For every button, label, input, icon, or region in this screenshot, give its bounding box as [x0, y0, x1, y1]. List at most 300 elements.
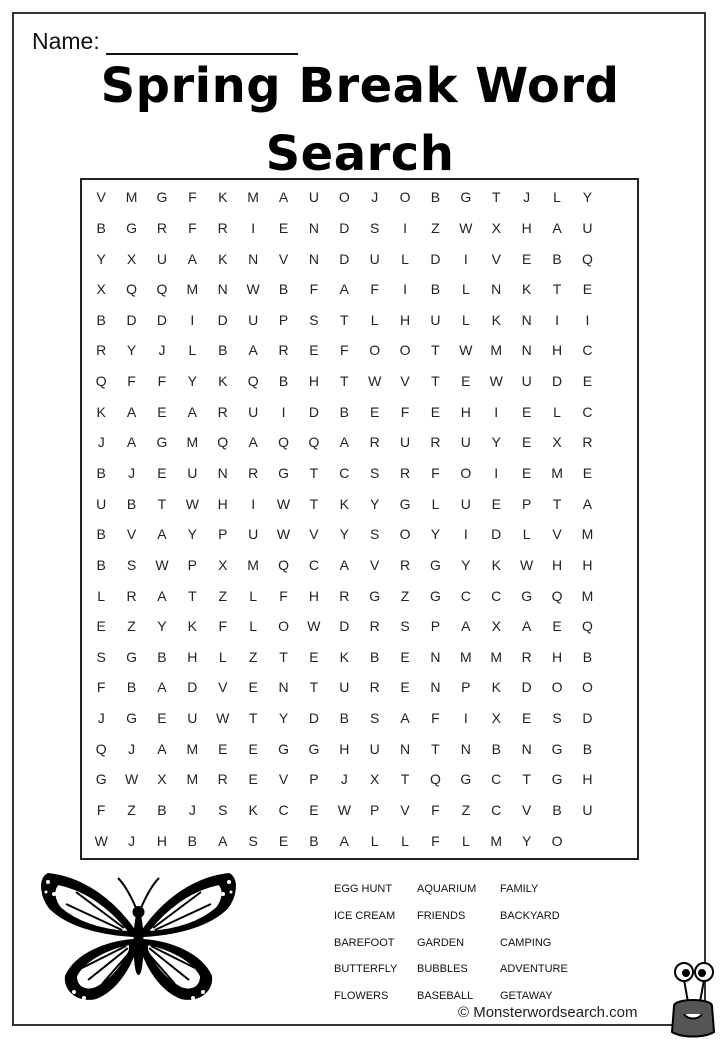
- grid-letter[interactable]: N: [217, 281, 228, 298]
- grid-letter[interactable]: B: [430, 189, 441, 206]
- grid-letter[interactable]: S: [370, 526, 380, 543]
- grid-letter[interactable]: Q: [95, 740, 107, 757]
- grid-letter[interactable]: X: [126, 250, 137, 267]
- grid-letter[interactable]: R: [217, 219, 228, 236]
- grid-letter[interactable]: E: [521, 434, 532, 451]
- grid-letter[interactable]: Y: [157, 618, 167, 635]
- grid-letter[interactable]: [603, 703, 633, 734]
- grid-letter[interactable]: R: [400, 556, 411, 573]
- grid-letter[interactable]: T: [400, 771, 410, 788]
- grid-letter[interactable]: G: [156, 189, 168, 206]
- grid-letter[interactable]: S: [218, 802, 228, 819]
- grid-letter[interactable]: O: [369, 342, 381, 359]
- grid-letter[interactable]: F: [96, 679, 106, 696]
- grid-letter[interactable]: L: [461, 311, 470, 328]
- grid-letter[interactable]: S: [248, 832, 258, 849]
- grid-letter[interactable]: V: [400, 373, 410, 390]
- grid-letter[interactable]: E: [400, 679, 410, 696]
- grid-letter[interactable]: F: [431, 710, 440, 727]
- grid-letter[interactable]: A: [218, 832, 228, 849]
- grid-letter[interactable]: E: [278, 832, 289, 849]
- grid-letter[interactable]: P: [521, 495, 532, 512]
- grid-letter[interactable]: Y: [521, 832, 532, 849]
- grid-letter[interactable]: [603, 825, 633, 856]
- grid-letter[interactable]: L: [553, 403, 561, 420]
- grid-letter[interactable]: K: [339, 648, 349, 665]
- grid-letter[interactable]: G: [278, 740, 289, 757]
- grid-letter[interactable]: B: [582, 648, 593, 665]
- grid-letter[interactable]: W: [185, 495, 199, 512]
- grid-letter[interactable]: D: [551, 373, 563, 390]
- grid-letter[interactable]: D: [521, 679, 532, 696]
- grid-letter[interactable]: B: [339, 710, 349, 727]
- grid-letter[interactable]: B: [187, 832, 198, 849]
- grid-letter[interactable]: K: [218, 189, 228, 206]
- grid-letter[interactable]: Q: [278, 556, 289, 573]
- grid-letter[interactable]: [572, 825, 602, 856]
- grid-letter[interactable]: C: [339, 465, 350, 482]
- grid-letter[interactable]: V: [218, 679, 228, 696]
- grid-letter[interactable]: S: [126, 556, 137, 573]
- grid-letter[interactable]: V: [491, 250, 501, 267]
- grid-letter[interactable]: E: [248, 740, 258, 757]
- grid-letter[interactable]: D: [217, 311, 228, 328]
- grid-letter[interactable]: Z: [248, 648, 258, 665]
- grid-letter[interactable]: U: [400, 434, 411, 451]
- grid-letter[interactable]: D: [582, 710, 593, 727]
- grid-letter[interactable]: D: [491, 526, 502, 543]
- grid-letter[interactable]: G: [551, 771, 563, 788]
- grid-letter[interactable]: Q: [126, 281, 138, 298]
- grid-letter[interactable]: U: [369, 740, 380, 757]
- grid-letter[interactable]: T: [431, 373, 440, 390]
- grid-letter[interactable]: T: [309, 465, 319, 482]
- grid-letter[interactable]: E: [461, 373, 471, 390]
- grid-letter[interactable]: A: [126, 403, 137, 420]
- grid-letter[interactable]: N: [491, 281, 502, 298]
- grid-letter[interactable]: X: [491, 219, 501, 236]
- grid-letter[interactable]: V: [552, 526, 562, 543]
- grid-letter[interactable]: M: [551, 465, 563, 482]
- grid-letter[interactable]: Y: [187, 526, 198, 543]
- grid-letter[interactable]: W: [337, 802, 351, 819]
- grid-letter[interactable]: E: [400, 648, 410, 665]
- grid-letter[interactable]: F: [279, 587, 288, 604]
- grid-letter[interactable]: O: [551, 832, 563, 849]
- grid-letter[interactable]: K: [248, 802, 258, 819]
- grid-letter[interactable]: Q: [217, 434, 229, 451]
- grid-letter[interactable]: D: [156, 311, 168, 328]
- grid-letter[interactable]: L: [218, 648, 227, 665]
- grid-letter[interactable]: U: [430, 311, 441, 328]
- grid-letter[interactable]: J: [158, 342, 166, 359]
- grid-letter[interactable]: W: [216, 710, 230, 727]
- grid-letter[interactable]: [603, 795, 633, 826]
- grid-letter[interactable]: L: [461, 281, 470, 298]
- grid-letter[interactable]: J: [371, 189, 379, 206]
- grid-letter[interactable]: [603, 519, 633, 550]
- grid-letter[interactable]: U: [187, 710, 198, 727]
- grid-letter[interactable]: F: [188, 219, 197, 236]
- grid-letter[interactable]: E: [582, 465, 593, 482]
- grid-letter[interactable]: E: [552, 618, 562, 635]
- grid-letter[interactable]: [603, 427, 633, 458]
- grid-letter[interactable]: Z: [127, 618, 136, 635]
- grid-letter[interactable]: Y: [126, 342, 137, 359]
- grid-letter[interactable]: [603, 550, 633, 581]
- grid-letter[interactable]: W: [489, 373, 503, 390]
- grid-letter[interactable]: G: [126, 710, 138, 727]
- grid-letter[interactable]: E: [157, 465, 167, 482]
- grid-letter[interactable]: [603, 611, 633, 642]
- grid-letter[interactable]: A: [339, 832, 349, 849]
- grid-letter[interactable]: G: [95, 771, 107, 788]
- grid-letter[interactable]: G: [126, 648, 138, 665]
- grid-letter[interactable]: Q: [95, 373, 107, 390]
- grid-letter[interactable]: U: [369, 250, 380, 267]
- grid-letter[interactable]: M: [460, 648, 472, 665]
- grid-letter[interactable]: X: [370, 771, 380, 788]
- grid-letter[interactable]: S: [370, 710, 380, 727]
- grid-letter[interactable]: E: [582, 373, 593, 390]
- grid-letter[interactable]: U: [248, 403, 259, 420]
- grid-letter[interactable]: H: [187, 648, 198, 665]
- grid-letter[interactable]: G: [460, 189, 472, 206]
- grid-letter[interactable]: W: [276, 526, 291, 543]
- grid-letter[interactable]: B: [339, 403, 349, 420]
- grid-letter[interactable]: F: [431, 802, 440, 819]
- grid-letter[interactable]: R: [217, 771, 228, 788]
- grid-letter[interactable]: J: [128, 740, 136, 757]
- grid-letter[interactable]: N: [460, 740, 471, 757]
- grid-letter[interactable]: C: [582, 342, 593, 359]
- grid-letter[interactable]: A: [157, 587, 167, 604]
- grid-letter[interactable]: B: [552, 802, 562, 819]
- grid-letter[interactable]: W: [276, 495, 291, 512]
- grid-letter[interactable]: V: [400, 802, 410, 819]
- grid-letter[interactable]: O: [399, 526, 411, 543]
- grid-letter[interactable]: G: [521, 587, 533, 604]
- grid-letter[interactable]: V: [521, 802, 532, 819]
- grid-letter[interactable]: T: [431, 740, 440, 757]
- grid-letter[interactable]: I: [494, 403, 499, 420]
- grid-letter[interactable]: H: [156, 832, 168, 849]
- grid-letter[interactable]: R: [521, 648, 532, 665]
- grid-letter[interactable]: D: [339, 219, 350, 236]
- grid-letter[interactable]: A: [339, 281, 349, 298]
- grid-letter[interactable]: K: [218, 250, 228, 267]
- grid-letter[interactable]: U: [308, 189, 319, 206]
- grid-letter[interactable]: N: [278, 679, 289, 696]
- grid-letter[interactable]: B: [278, 281, 289, 298]
- grid-letter[interactable]: Z: [218, 587, 228, 604]
- grid-letter[interactable]: Y: [339, 526, 349, 543]
- grid-letter[interactable]: A: [126, 434, 137, 451]
- grid-letter[interactable]: S: [309, 311, 319, 328]
- grid-letter[interactable]: F: [400, 403, 410, 420]
- grid-letter[interactable]: J: [128, 832, 136, 849]
- grid-letter[interactable]: E: [370, 403, 380, 420]
- grid-letter[interactable]: E: [309, 802, 319, 819]
- grid-letter[interactable]: Q: [581, 250, 593, 267]
- grid-letter[interactable]: Y: [370, 495, 380, 512]
- grid-letter[interactable]: U: [96, 495, 107, 512]
- grid-letter[interactable]: E: [521, 465, 532, 482]
- grid-letter[interactable]: G: [278, 465, 289, 482]
- grid-letter[interactable]: Z: [431, 219, 440, 236]
- grid-letter[interactable]: R: [339, 587, 350, 604]
- grid-letter[interactable]: Y: [96, 250, 106, 267]
- grid-letter[interactable]: W: [246, 281, 260, 298]
- grid-letter[interactable]: A: [521, 618, 532, 635]
- grid-letter[interactable]: B: [96, 556, 106, 573]
- grid-letter[interactable]: X: [491, 618, 501, 635]
- grid-letter[interactable]: X: [491, 710, 501, 727]
- grid-letter[interactable]: T: [552, 495, 562, 512]
- grid-letter[interactable]: [603, 488, 633, 519]
- grid-letter[interactable]: J: [97, 434, 105, 451]
- grid-letter[interactable]: T: [157, 495, 167, 512]
- grid-letter[interactable]: N: [217, 465, 228, 482]
- grid-letter[interactable]: Q: [247, 373, 259, 390]
- grid-letter[interactable]: V: [370, 556, 380, 573]
- grid-letter[interactable]: T: [552, 281, 562, 298]
- grid-letter[interactable]: [603, 672, 633, 703]
- grid-letter[interactable]: M: [247, 189, 259, 206]
- grid-letter[interactable]: L: [553, 189, 561, 206]
- grid-letter[interactable]: U: [460, 495, 471, 512]
- grid-letter[interactable]: O: [551, 679, 563, 696]
- grid-letter[interactable]: Y: [278, 710, 289, 727]
- grid-letter[interactable]: B: [96, 219, 106, 236]
- grid-letter[interactable]: E: [248, 771, 258, 788]
- grid-letter[interactable]: H: [308, 373, 319, 390]
- grid-letter[interactable]: M: [186, 771, 199, 788]
- grid-letter[interactable]: I: [585, 311, 590, 328]
- grid-letter[interactable]: E: [309, 342, 319, 359]
- grid-letter[interactable]: O: [581, 679, 593, 696]
- grid-letter[interactable]: A: [278, 189, 289, 206]
- grid-letter[interactable]: I: [251, 219, 256, 236]
- grid-letter[interactable]: N: [308, 250, 319, 267]
- grid-letter[interactable]: G: [551, 740, 563, 757]
- grid-letter[interactable]: N: [521, 342, 532, 359]
- grid-letter[interactable]: H: [551, 342, 563, 359]
- grid-letter[interactable]: J: [97, 710, 105, 727]
- grid-letter[interactable]: F: [309, 281, 319, 298]
- grid-letter[interactable]: M: [186, 740, 199, 757]
- grid-letter[interactable]: N: [248, 250, 259, 267]
- grid-letter[interactable]: S: [370, 465, 380, 482]
- grid-letter[interactable]: T: [309, 495, 319, 512]
- grid-letter[interactable]: B: [309, 832, 319, 849]
- grid-letter[interactable]: T: [340, 311, 349, 328]
- grid-letter[interactable]: Y: [461, 556, 471, 573]
- grid-letter[interactable]: H: [551, 648, 563, 665]
- grid-letter[interactable]: I: [403, 281, 408, 298]
- grid-letter[interactable]: Y: [491, 434, 501, 451]
- grid-letter[interactable]: Z: [400, 587, 410, 604]
- grid-letter[interactable]: S: [400, 618, 410, 635]
- grid-letter[interactable]: F: [431, 465, 440, 482]
- grid-letter[interactable]: R: [369, 434, 380, 451]
- grid-letter[interactable]: [603, 243, 633, 274]
- grid-letter[interactable]: O: [338, 189, 350, 206]
- grid-letter[interactable]: L: [370, 311, 379, 328]
- grid-letter[interactable]: P: [278, 311, 289, 328]
- grid-letter[interactable]: A: [187, 403, 198, 420]
- grid-letter[interactable]: E: [521, 250, 532, 267]
- grid-letter[interactable]: K: [521, 281, 532, 298]
- grid-letter[interactable]: H: [551, 556, 563, 573]
- grid-letter[interactable]: [603, 213, 633, 244]
- grid-letter[interactable]: B: [218, 342, 228, 359]
- grid-letter[interactable]: G: [399, 495, 411, 512]
- grid-letter[interactable]: T: [491, 189, 501, 206]
- grid-letter[interactable]: B: [96, 465, 106, 482]
- grid-letter[interactable]: X: [96, 281, 106, 298]
- grid-letter[interactable]: G: [430, 556, 441, 573]
- grid-letter[interactable]: N: [430, 648, 441, 665]
- grid-letter[interactable]: [603, 366, 633, 397]
- grid-letter[interactable]: Y: [430, 526, 441, 543]
- grid-letter[interactable]: F: [96, 802, 106, 819]
- grid-letter[interactable]: M: [125, 189, 138, 206]
- grid-letter[interactable]: W: [155, 556, 169, 573]
- grid-letter[interactable]: G: [308, 740, 320, 757]
- grid-letter[interactable]: C: [308, 556, 319, 573]
- grid-letter[interactable]: W: [368, 373, 382, 390]
- grid-letter[interactable]: E: [248, 679, 258, 696]
- grid-letter[interactable]: P: [187, 556, 198, 573]
- grid-letter[interactable]: A: [339, 556, 349, 573]
- grid-letter[interactable]: Y: [582, 189, 593, 206]
- grid-letter[interactable]: T: [188, 587, 197, 604]
- grid-letter[interactable]: A: [400, 710, 410, 727]
- grid-letter[interactable]: E: [96, 618, 106, 635]
- grid-letter[interactable]: A: [461, 618, 471, 635]
- grid-letter[interactable]: I: [190, 311, 195, 328]
- grid-letter[interactable]: P: [461, 679, 471, 696]
- grid-letter[interactable]: R: [248, 465, 259, 482]
- grid-letter[interactable]: M: [490, 832, 503, 849]
- grid-letter[interactable]: V: [309, 526, 319, 543]
- grid-letter[interactable]: U: [582, 219, 593, 236]
- grid-letter[interactable]: X: [218, 556, 228, 573]
- grid-letter[interactable]: L: [401, 832, 409, 849]
- grid-letter[interactable]: Q: [581, 618, 593, 635]
- grid-letter[interactable]: C: [460, 587, 471, 604]
- grid-letter[interactable]: S: [370, 219, 380, 236]
- grid-letter[interactable]: P: [430, 618, 441, 635]
- grid-letter[interactable]: O: [399, 342, 411, 359]
- grid-letter[interactable]: D: [430, 250, 441, 267]
- grid-letter[interactable]: I: [463, 710, 468, 727]
- grid-letter[interactable]: F: [370, 281, 379, 298]
- grid-letter[interactable]: G: [156, 434, 168, 451]
- grid-letter[interactable]: E: [218, 740, 228, 757]
- grid-letter[interactable]: A: [157, 740, 167, 757]
- grid-letter[interactable]: B: [126, 495, 137, 512]
- grid-letter[interactable]: C: [491, 587, 502, 604]
- grid-letter[interactable]: R: [96, 342, 107, 359]
- grid-letter[interactable]: B: [96, 526, 106, 543]
- grid-letter[interactable]: H: [521, 219, 532, 236]
- grid-letter[interactable]: K: [218, 373, 228, 390]
- grid-letter[interactable]: U: [156, 250, 168, 267]
- grid-letter[interactable]: U: [339, 679, 350, 696]
- grid-letter[interactable]: N: [521, 311, 532, 328]
- grid-letter[interactable]: K: [491, 556, 501, 573]
- grid-letter[interactable]: G: [126, 219, 138, 236]
- grid-letter[interactable]: W: [94, 832, 108, 849]
- grid-letter[interactable]: C: [582, 403, 593, 420]
- grid-letter[interactable]: A: [582, 495, 593, 512]
- grid-letter[interactable]: I: [403, 219, 408, 236]
- grid-letter[interactable]: L: [431, 495, 440, 512]
- grid-letter[interactable]: H: [582, 771, 593, 788]
- grid-letter[interactable]: R: [369, 618, 380, 635]
- grid-letter[interactable]: R: [582, 434, 593, 451]
- grid-letter[interactable]: N: [308, 219, 319, 236]
- grid-letter[interactable]: I: [555, 311, 559, 328]
- grid-letter[interactable]: H: [217, 495, 228, 512]
- grid-letter[interactable]: B: [96, 311, 106, 328]
- grid-letter[interactable]: B: [126, 679, 137, 696]
- grid-letter[interactable]: T: [248, 710, 258, 727]
- grid-letter[interactable]: H: [400, 311, 411, 328]
- grid-letter[interactable]: K: [96, 403, 106, 420]
- grid-letter[interactable]: K: [187, 618, 198, 635]
- grid-letter[interactable]: E: [157, 710, 167, 727]
- grid-letter[interactable]: [603, 733, 633, 764]
- grid-letter[interactable]: I: [494, 465, 499, 482]
- grid-letter[interactable]: [603, 458, 633, 489]
- grid-letter[interactable]: T: [279, 648, 288, 665]
- grid-letter[interactable]: P: [218, 526, 228, 543]
- grid-letter[interactable]: E: [278, 219, 289, 236]
- grid-letter[interactable]: R: [400, 465, 411, 482]
- grid-letter[interactable]: B: [157, 802, 167, 819]
- grid-letter[interactable]: W: [520, 556, 534, 573]
- grid-letter[interactable]: B: [278, 373, 289, 390]
- grid-letter[interactable]: L: [522, 526, 531, 543]
- grid-letter[interactable]: F: [340, 342, 349, 359]
- grid-letter[interactable]: [603, 335, 633, 366]
- grid-letter[interactable]: [603, 764, 633, 795]
- grid-letter[interactable]: A: [552, 219, 562, 236]
- grid-letter[interactable]: I: [281, 403, 286, 420]
- grid-letter[interactable]: M: [247, 556, 259, 573]
- grid-letter[interactable]: D: [339, 618, 350, 635]
- grid-letter[interactable]: [603, 274, 633, 305]
- grid-letter[interactable]: B: [491, 740, 501, 757]
- grid-letter[interactable]: O: [399, 189, 411, 206]
- grid-letter[interactable]: H: [460, 403, 471, 420]
- grid-letter[interactable]: T: [431, 342, 440, 359]
- grid-letter[interactable]: Y: [187, 373, 198, 390]
- grid-letter[interactable]: H: [308, 587, 319, 604]
- grid-letter[interactable]: B: [157, 648, 167, 665]
- grid-letter[interactable]: L: [249, 618, 258, 635]
- grid-letter[interactable]: A: [339, 434, 349, 451]
- grid-letter[interactable]: R: [430, 434, 441, 451]
- grid-letter[interactable]: T: [340, 373, 349, 390]
- grid-letter[interactable]: I: [463, 250, 468, 267]
- grid-letter[interactable]: M: [490, 648, 503, 665]
- grid-letter[interactable]: F: [431, 832, 440, 849]
- grid-letter[interactable]: [603, 305, 633, 336]
